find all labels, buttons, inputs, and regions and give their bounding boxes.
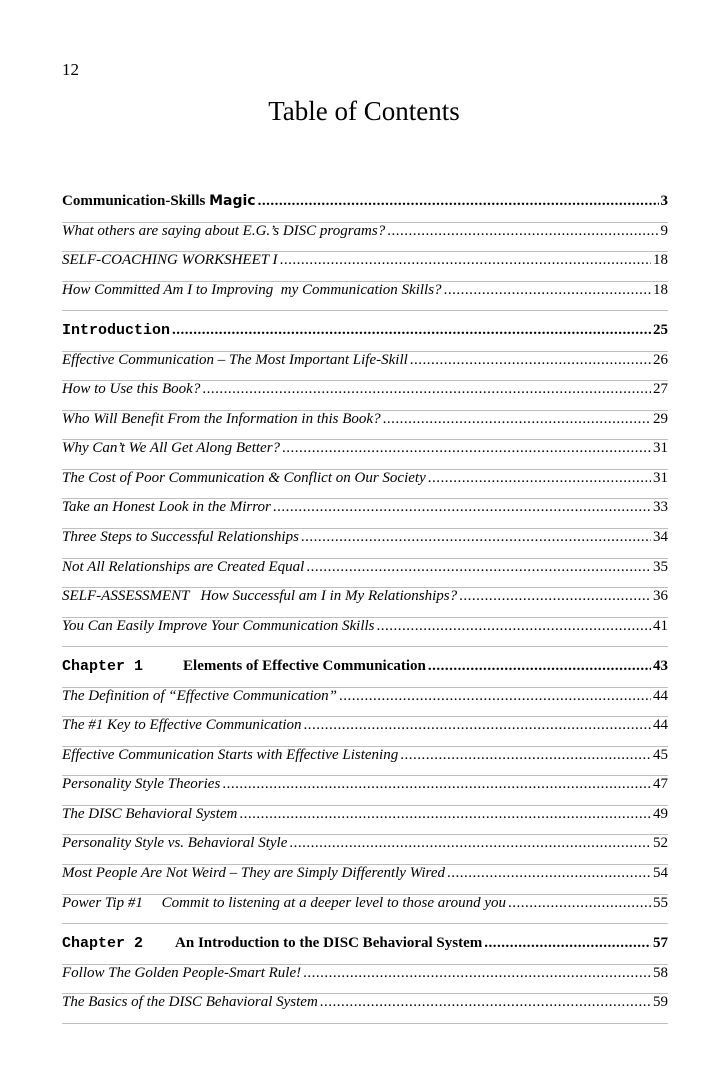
table-of-contents [62,193,668,1024]
leader-dots [301,529,651,546]
toc-label: The DISC Behavioral System [62,805,238,822]
toc-label: Most People Are Not Weird – They are Simply Differently Wired [62,865,445,882]
toc-label: Take an Honest Look in the Mirror [62,499,271,516]
toc-page: 34 [653,529,668,546]
toc-label: The #1 Key to Effective Communication [62,717,302,734]
chapter-number: Chapter 2 [62,935,144,953]
toc-entry[interactable] [62,835,668,865]
leader-dots [377,618,651,635]
toc-heading-communication-skills[interactable] [62,193,668,223]
toc-page: 59 [653,994,668,1011]
toc-heading-chapter-1[interactable] [62,658,668,688]
leader-dots [383,411,651,428]
toc-entry[interactable] [62,588,668,618]
toc-page: 29 [653,410,668,427]
toc-page: 52 [653,835,668,852]
toc-page: 33 [653,499,668,516]
toc-label: Follow The Golden People-Smart Rule! [62,964,302,981]
leader-dots [459,588,651,605]
toc-entry[interactable] [62,411,668,441]
leader-dots [484,935,651,952]
toc-page: 58 [653,964,668,981]
leader-dots [508,895,651,912]
toc-page: 47 [653,776,668,793]
toc-entry[interactable] [62,776,668,806]
toc-entry[interactable] [62,559,668,589]
toc-label: What others are saying about E.G.’s DISC programs? [62,222,386,239]
section-spacer [62,311,668,322]
toc-label: The Cost of Poor Communication & Conflict on Our Society [62,469,426,486]
leader-dots [339,688,651,705]
toc-label: How to Use this Book? [62,381,201,398]
toc-entry[interactable] [62,618,668,648]
toc-heading-introduction[interactable] [62,322,668,352]
toc-heading-chapter-2[interactable] [62,935,668,965]
toc-page: 18 [653,252,668,269]
toc-entry[interactable] [62,352,668,382]
toc-label: The Definition of “Effective Communication” [62,687,337,704]
leader-dots [387,223,658,240]
leader-dots [172,322,651,339]
toc-entry[interactable] [62,252,668,282]
toc-label: Personality Style Theories [62,776,221,793]
toc-entry[interactable] [62,440,668,470]
toc-entry[interactable] [62,470,668,500]
toc-label: Power Tip #1 Commit to listening at a deeper level to those around you [62,894,506,911]
toc-label: An Introduction to the DISC Behavioral System [175,935,483,952]
leader-dots [428,658,651,675]
toc-label: SELF-COACHING WORKSHEET I [62,252,278,269]
page-title: Table of Contents [268,96,460,126]
toc-page: 18 [653,281,668,298]
toc-label: How Committed Am I to Improving my Communication Skills? [62,281,442,298]
toc-label: Communication-Skills Magic [62,193,256,209]
leader-dots [304,717,651,734]
toc-entry[interactable] [62,529,668,559]
toc-entry[interactable] [62,688,668,718]
toc-label: You Can Easily Improve Your Communication Skills [62,617,375,634]
toc-label: Personality Style vs. Behavioral Style [62,835,288,852]
toc-entry[interactable] [62,381,668,411]
leader-dots [428,470,651,487]
toc-label-magic: Magic [209,193,256,209]
page-number: 12 [62,60,79,79]
toc-label: SELF-ASSESSMENT How Successful am I in My Relationships? [62,588,458,605]
toc-label: Elements of Effective Communication [183,658,426,675]
section-spacer [62,924,668,935]
leader-dots [222,776,651,793]
leader-dots [282,440,651,457]
leader-dots [289,835,651,852]
toc-page: 31 [653,469,668,486]
toc-page: 54 [653,865,668,882]
toc-label: Not All Relationships are Created Equal [62,558,305,575]
toc-page: 31 [653,440,668,457]
toc-entry[interactable] [62,282,668,312]
toc-entry[interactable] [62,717,668,747]
leader-dots [258,193,659,210]
toc-page: 9 [660,222,668,239]
toc-entry[interactable] [62,895,668,925]
leader-dots [280,252,651,269]
leader-dots [400,747,651,764]
section-spacer [62,647,668,658]
toc-entry[interactable] [62,499,668,529]
toc-label: Why Can’t We All Get Along Better? [62,440,281,457]
toc-page: 55 [653,894,668,911]
toc-page: 41 [653,617,668,634]
toc-label: Three Steps to Successful Relationships [62,529,299,546]
toc-page: 36 [653,588,668,605]
toc-page: 44 [653,687,668,704]
toc-page: 35 [653,558,668,575]
toc-label: Who Will Benefit From the Information in this Book? [62,410,381,427]
toc-page: 43 [653,658,668,675]
leader-dots [410,352,651,369]
leader-dots [303,965,651,982]
toc-page: 45 [653,746,668,763]
leader-dots [202,381,651,398]
leader-dots [320,994,651,1011]
toc-entry[interactable] [62,994,668,1024]
toc-page: 26 [653,351,668,368]
leader-dots [444,282,651,299]
toc-page: 3 [660,193,668,209]
toc-page: 27 [653,381,668,398]
chapter-number: Chapter 1 [62,658,144,676]
toc-label: Effective Communication – The Most Important Life-Skill [62,351,408,368]
toc-entry[interactable] [62,865,668,895]
toc-entry[interactable] [62,223,668,253]
leader-dots [273,499,651,516]
leader-dots [239,806,651,823]
toc-entry[interactable] [62,965,668,995]
toc-page: 44 [653,717,668,734]
toc-label: Effective Communication Starts with Effective Listening [62,746,399,763]
toc-label: The Basics of the DISC Behavioral System [62,994,318,1011]
leader-dots [447,865,651,882]
toc-label: Introduction [62,322,171,340]
toc-entry[interactable] [62,806,668,836]
toc-page: 57 [653,935,668,952]
toc-page: 49 [653,805,668,822]
toc-entry[interactable] [62,747,668,777]
leader-dots [306,559,651,576]
toc-page: 25 [653,322,668,339]
